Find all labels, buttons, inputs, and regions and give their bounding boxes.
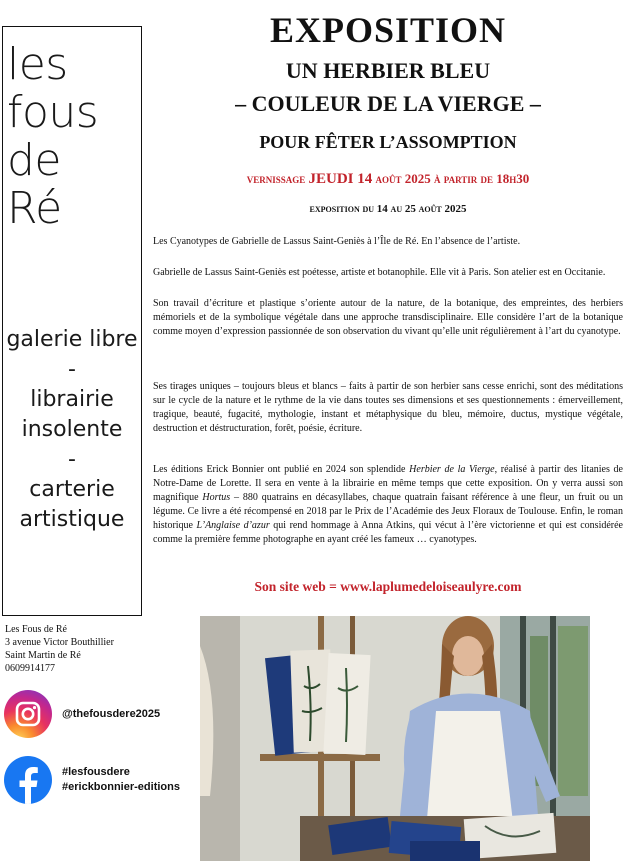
service-item: librairie [30, 387, 114, 412]
website-link[interactable]: Son site web = www.laplumedeloiseaulyre.com [254, 579, 522, 594]
service-item: artistique [19, 507, 125, 532]
brand-line: de [7, 135, 61, 186]
facebook-tag: #erickbonnier-editions [62, 781, 180, 793]
contact-line: Saint Martin de Ré [5, 650, 81, 661]
contact-line: 3 avenue Victor Bouthillier [5, 637, 114, 648]
prints-paragraph: Ses tirages uniques – toujours bleus et blancs – faits à partir de son herbier sans cesse enrichi, sont des méditations sur le cycle de la nature et le rythme de la vie dans toutes ses dimensions et ses questionnements : émerveillement, tragique, beauté, fugacité, mythologie, instant et métaphysique du bleu, mémoire, ductus, mystique végétale, destruction et déstructuration, forêt, poésie, écriture. [153, 381, 623, 434]
brand-line: fous [7, 87, 99, 138]
facebook-tag: #lesfousdere [62, 766, 130, 778]
photo-illustration [200, 616, 590, 861]
vernissage-prefix: vernissage [246, 171, 309, 186]
vernissage-suffix: août 2025 à partir de 18h30 [372, 171, 530, 186]
page-title: EXPOSITION [269, 10, 507, 50]
books-text: – 880 quatrains en décasyllabes, chaque quatrain faisant référence à une fleur, un fruit ou un légume. Ce livre a été récompensé en 2018 par le Prix de l’Académie des Jeux Floraux de Toulouse. Enfin, le roman historique [153, 492, 623, 531]
contact-line: Les Fous de Ré [5, 624, 67, 635]
service-separator: - [68, 357, 76, 382]
subtitle-assomption: POUR FÊTER L’ASSOMPTION [259, 132, 517, 152]
brand-line: les [7, 39, 68, 90]
contact-address [5, 623, 114, 675]
instagram-handle[interactable] [62, 707, 160, 722]
book-title: L’Anglaise d’azur [196, 520, 270, 531]
facebook-icon[interactable] [4, 756, 52, 804]
facebook-tags[interactable] [62, 765, 180, 795]
intro-paragraph: Les Cyanotypes de Gabrielle de Lassus Saint-Geniès à l’Île de Ré. En l’absence de l’artiste. [153, 236, 521, 247]
vernissage-line [148, 170, 628, 188]
bio-paragraph: Gabrielle de Lassus Saint-Geniès est poétesse, artiste et botanophile. Elle vit à Paris. Son atelier est en Occitanie. [153, 267, 606, 278]
instagram-icon[interactable] [4, 690, 52, 738]
exposition-dates: exposition du 14 au 25 août 2025 [309, 203, 467, 215]
books-text: , réalisé à partir des litanies de Notre-Dame de Lorette. Il sera en vente à la librairie en même temps que cette exposition. On y verra aussi son magnifique [153, 464, 623, 503]
brand-line: Ré [7, 183, 62, 234]
brand-panel [2, 26, 142, 616]
facebook-row [4, 756, 180, 804]
books-paragraph [153, 463, 623, 547]
service-item: carterie [29, 477, 115, 502]
book-title: Herbier de la Vierge [409, 464, 495, 475]
instagram-handle-text: @thefousdere2025 [62, 707, 161, 720]
books-text: qui rend hommage à Anna Atkins, qui vécut à l’ère victorienne et qui est considérée comme la première femme photographe en ayant créé les fameux … cyanotypes. [153, 520, 623, 545]
vernissage-day: JEUDI 14 [308, 171, 373, 187]
service-item: galerie libre [6, 327, 138, 352]
artist-working-photo [200, 616, 590, 861]
work-paragraph: Son travail d’écriture et plastique s’oriente autour de la nature, de la botanique, des empreintes, des herbiers mémoriels et de la symbolique végétale dans une approche transdisciplinaire. Elle considère l’art de la botanique comme moyen d’expression passionnée de son observation du vivant qu’elle unit régulièrement à l’art du cyanotype. [153, 298, 623, 337]
brand-name [7, 41, 98, 233]
books-text: Les éditions Erick Bonnier ont publié en 2024 son splendide [153, 464, 410, 475]
subtitle-vierge: – COULEUR DE LA VIERGE – [235, 91, 541, 116]
instagram-row [4, 690, 160, 738]
service-separator: - [68, 447, 76, 472]
subtitle-herbier: UN HERBIER BLEU [285, 58, 491, 83]
book-title: Hortus [202, 492, 231, 503]
service-item: insolente [21, 417, 123, 442]
services-list [3, 325, 141, 535]
contact-phone: 0609914177 [5, 663, 55, 674]
